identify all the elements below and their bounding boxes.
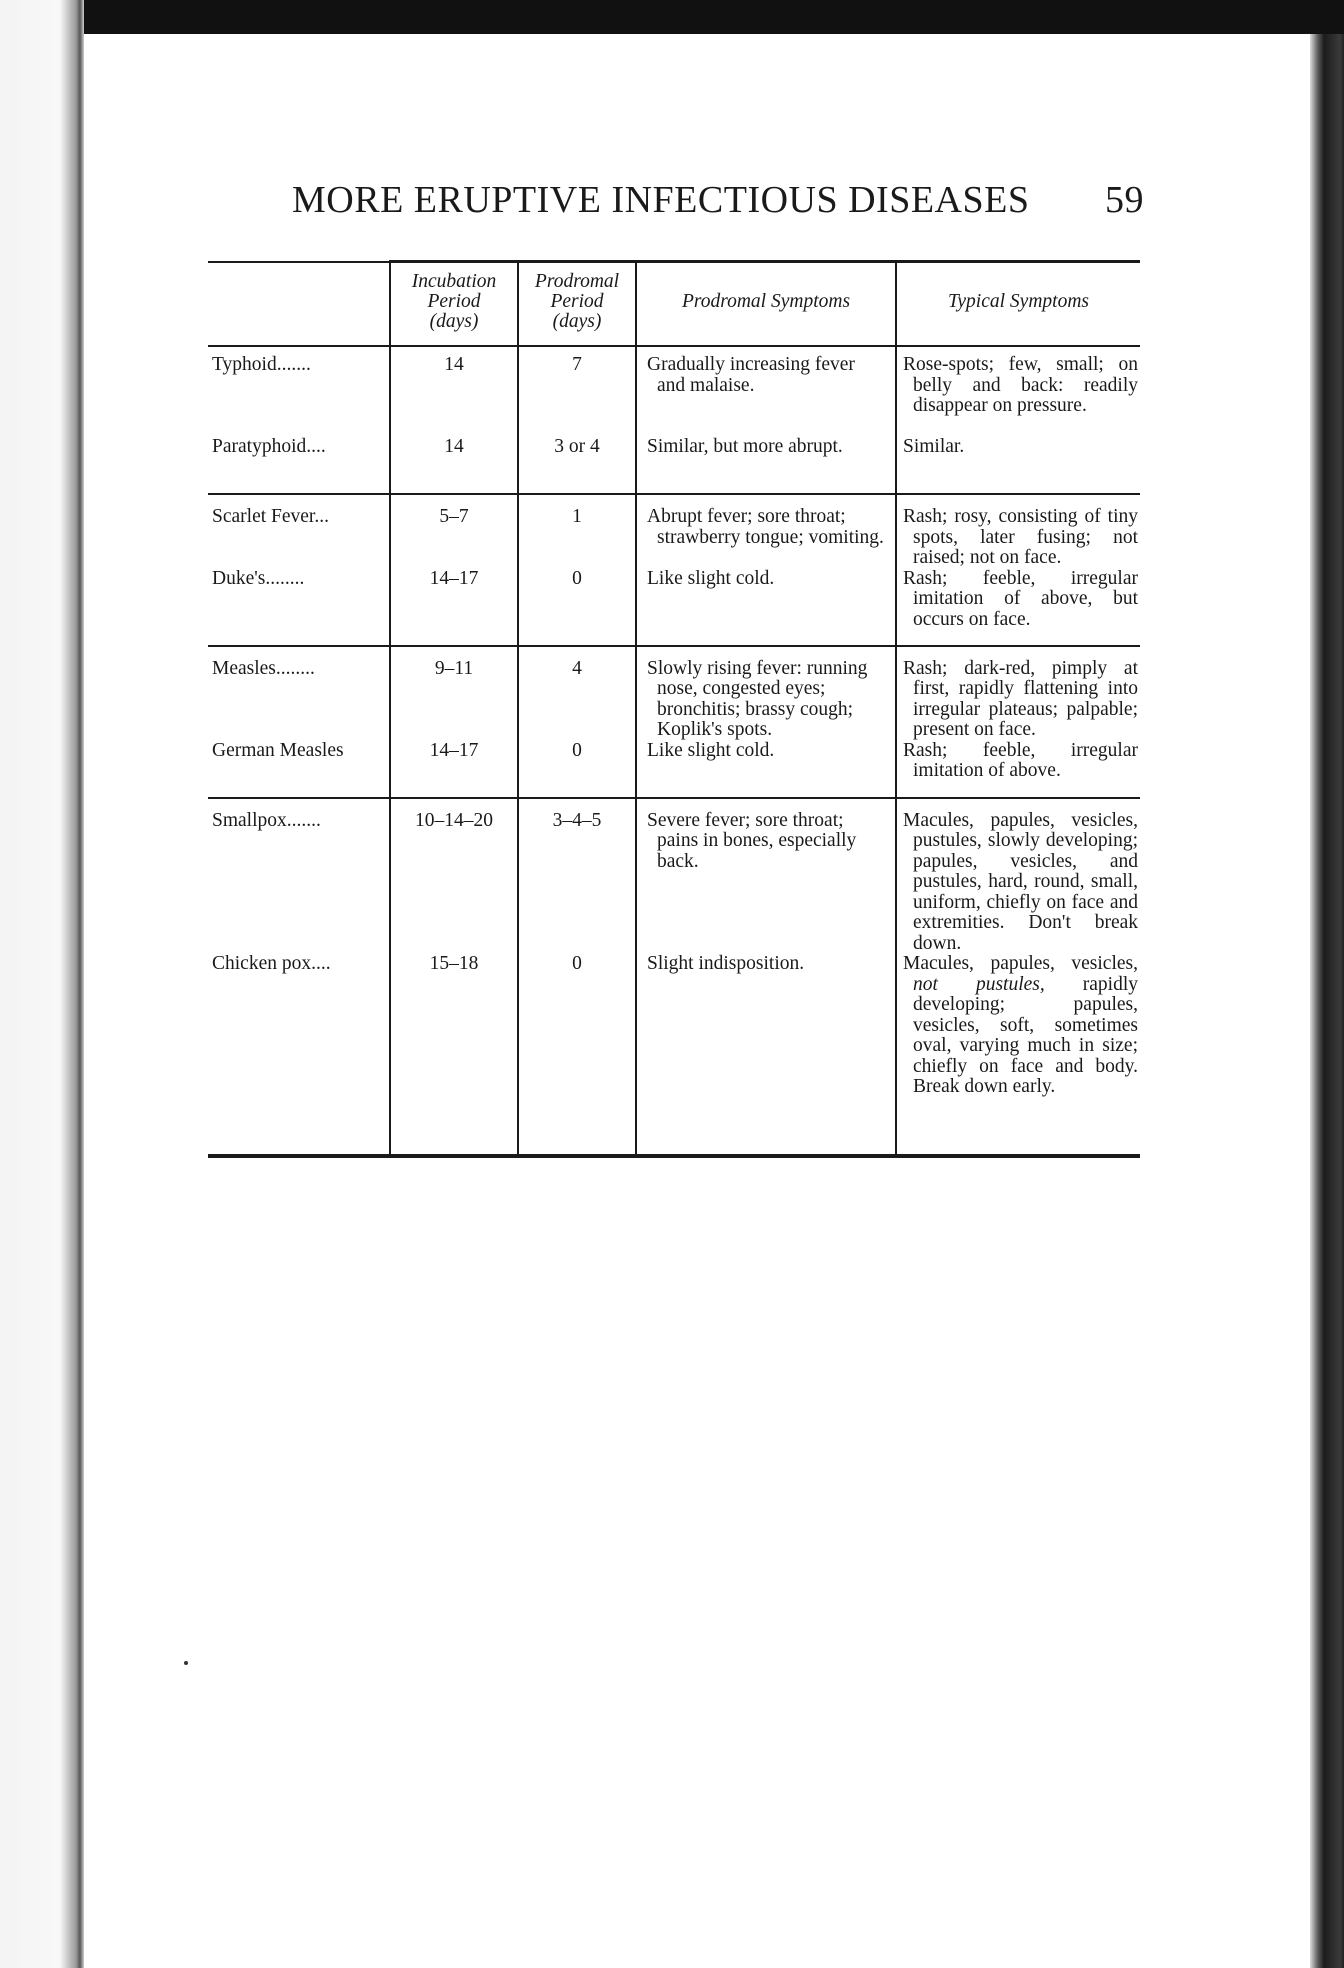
- book-spine-edge: [1310, 34, 1344, 1968]
- disease-name: Duke's........: [208, 569, 390, 646]
- disease-name: Typhoid.......: [208, 346, 390, 437]
- header-incubation-line1: Incubation: [411, 271, 497, 292]
- incubation-days: 9–11: [390, 646, 518, 741]
- table-header-row: [208, 262, 1140, 347]
- typical-symptoms-cell: [896, 569, 1140, 646]
- typical-symptoms-cell: [896, 346, 1140, 437]
- prodromal-symptoms-cell: [636, 437, 896, 494]
- prodromal-symptoms: Like slight cold.: [647, 567, 775, 589]
- prodromal-days: 4: [518, 646, 636, 741]
- typical-symptoms-italic-not-pustules: not pustules,: [913, 973, 1045, 995]
- incubation-days: 10–14–20: [390, 798, 518, 955]
- typical-symptoms-cell: [896, 437, 1140, 494]
- header-prodromal-line2: Period: [550, 291, 604, 312]
- prodromal-days: 7: [518, 346, 636, 437]
- typical-symptoms-cell: [896, 741, 1140, 798]
- running-head-title: MORE ERUPTIVE INFECTIOUS DISEASES: [292, 179, 1030, 221]
- typical-symptoms: Similar.: [903, 436, 965, 457]
- typical-symptoms-cell: [896, 646, 1140, 741]
- prodromal-days: 0: [518, 741, 636, 798]
- prodromal-days: 1: [518, 494, 636, 569]
- typical-symptoms-cell: [896, 798, 1140, 955]
- prodromal-symptoms: Like slight cold.: [647, 739, 775, 761]
- disease-name: Paratyphoid....: [208, 437, 390, 494]
- page-number: 59: [1105, 179, 1144, 221]
- table-row: [208, 646, 1140, 741]
- disease-name: German Measles: [208, 741, 390, 798]
- incubation-days: 15–18: [390, 954, 518, 1156]
- header-incubation-line2: Period: [427, 291, 481, 312]
- prodromal-symptoms: Similar, but more abrupt.: [647, 436, 843, 457]
- prodromal-days: 3–4–5: [518, 798, 636, 955]
- header-prodromal-period: [518, 262, 636, 347]
- typical-symptoms: Rash; feeble, irregular imitation of above, but occurs on face.: [903, 567, 1138, 630]
- typical-symptoms: Macules, papules, vesicles, pustules, slowly developing; papules, vesicles, and pustules, hard, round, small, uniform, chiefly on face and extremities. Don't break down.: [903, 809, 1138, 954]
- running-head: [288, 178, 1148, 228]
- prodromal-symptoms: Abrupt fever; sore throat; strawberry tongue; vomiting.: [647, 506, 884, 548]
- typical-symptoms-cell: [896, 494, 1140, 569]
- table-row: [208, 798, 1140, 955]
- incubation-days: 14–17: [390, 569, 518, 646]
- table-row: [208, 569, 1140, 646]
- header-prodromal-symptoms: Prodromal Symptoms: [636, 262, 896, 347]
- prodromal-symptoms: Slowly rising fever: running nose, congested eyes; bronchitis; brassy cough; Koplik's spots.: [647, 657, 868, 740]
- typical-symptoms: Rose-spots; few, small; on belly and back: readily disappear on pressure.: [903, 354, 1138, 416]
- typical-symptoms-cell: [896, 954, 1140, 1156]
- prodromal-symptoms: Gradually increasing fever and malaise.: [647, 354, 855, 396]
- prodromal-symptoms-cell: [636, 646, 896, 741]
- table-row: [208, 437, 1140, 494]
- header-prodromal-line3: (days): [552, 311, 602, 332]
- table-row: [208, 346, 1140, 437]
- prodromal-symptoms-cell: [636, 741, 896, 798]
- typical-symptoms: Rash; feeble, irregular imitation of above.: [903, 739, 1138, 781]
- typical-symptoms: Rash; rosy, consisting of tiny spots, later fusing; not raised; not on face.: [903, 506, 1138, 568]
- prodromal-symptoms-cell: [636, 569, 896, 646]
- prodromal-symptoms-cell: [636, 494, 896, 569]
- prodromal-days: 0: [518, 569, 636, 646]
- header-typical-symptoms: Typical Symptoms: [896, 262, 1140, 347]
- header-disease-blank: [208, 262, 390, 347]
- header-prodromal-line1: Prodromal: [534, 271, 620, 292]
- table-row: [208, 494, 1140, 569]
- scan-top-edge: [0, 0, 1344, 34]
- header-incubation-line3: (days): [429, 311, 479, 332]
- incubation-days: 14–17: [390, 741, 518, 798]
- incubation-days: 5–7: [390, 494, 518, 569]
- prodromal-symptoms: Slight indisposition.: [647, 953, 805, 974]
- table-row: [208, 954, 1140, 1156]
- prodromal-symptoms-cell: [636, 954, 896, 1156]
- scan-left-edge: [0, 0, 84, 1968]
- disease-name: Chicken pox....: [208, 954, 390, 1156]
- incubation-days: 14: [390, 346, 518, 437]
- disease-name: Measles........: [208, 646, 390, 741]
- incubation-days: 14: [390, 437, 518, 494]
- scan-speck: [184, 1661, 188, 1665]
- prodromal-symptoms-cell: [636, 346, 896, 437]
- prodromal-days: 0: [518, 954, 636, 1156]
- typical-symptoms: [903, 954, 1138, 1098]
- typical-symptoms-part-before: Macules, papules, vesicles,: [903, 953, 1138, 974]
- disease-name: Scarlet Fever...: [208, 494, 390, 569]
- disease-table: [208, 260, 1140, 1158]
- prodromal-symptoms-cell: [636, 798, 896, 955]
- prodromal-symptoms: Severe fever; sore throat; pains in bones, especially back.: [647, 809, 857, 872]
- table-row: [208, 741, 1140, 798]
- typical-symptoms: Rash; dark-red, pimply at first, rapidly flattening into irregular plateaus; palpable; present on face.: [903, 657, 1138, 740]
- disease-name: Smallpox.......: [208, 798, 390, 955]
- header-incubation-period: [390, 262, 518, 347]
- typical-symptoms-part-after: rapidly developing; papules, vesicles, soft, sometimes oval, varying much in size; chiefly on face and body. Break down early.: [913, 973, 1138, 1097]
- prodromal-days: 3 or 4: [518, 437, 636, 494]
